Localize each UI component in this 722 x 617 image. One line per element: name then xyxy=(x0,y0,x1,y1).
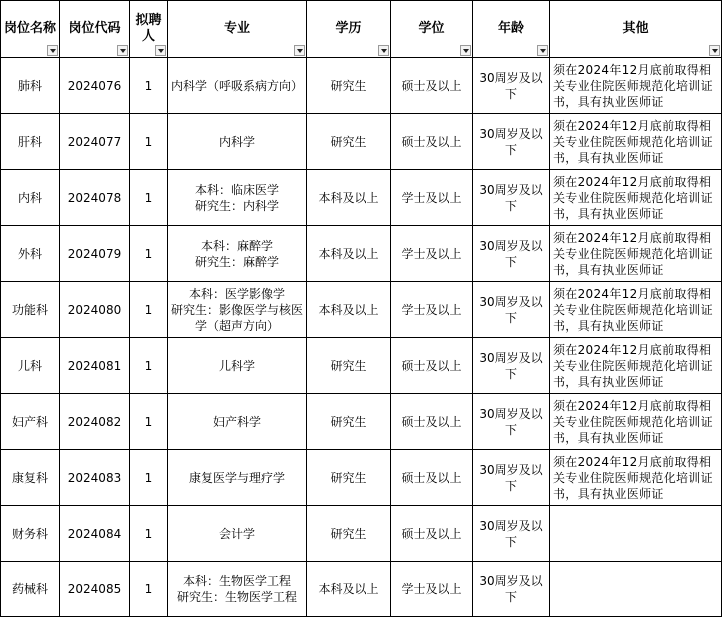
header-cell-name xyxy=(1,1,60,58)
cell-major: 儿科学 xyxy=(168,338,307,394)
cell-hire-count: 1 xyxy=(130,226,168,282)
filter-dropdown-icon[interactable] xyxy=(294,45,305,56)
cell-age: 30周岁及以下 xyxy=(473,394,550,450)
cell-education: 研究生 xyxy=(307,450,391,506)
table-row xyxy=(1,338,722,394)
cell-hire-count: 1 xyxy=(130,114,168,170)
filter-dropdown-icon[interactable] xyxy=(378,45,389,56)
cell-age: 30周岁及以下 xyxy=(473,506,550,562)
cell-other-requirements: 须在2024年12月底前取得相关专业住院医师规范化培训证书，具有执业医师证 xyxy=(550,282,722,338)
cell-other-requirements: 须在2024年12月底前取得相关专业住院医师规范化培训证书，具有执业医师证 xyxy=(550,450,722,506)
filter-dropdown-icon[interactable] xyxy=(47,45,58,56)
cell-other-requirements: 须在2024年12月底前取得相关专业住院医师规范化培训证书，具有执业医师证 xyxy=(550,338,722,394)
header-label: 岗位代码 xyxy=(68,21,121,36)
filter-dropdown-icon[interactable] xyxy=(537,45,548,56)
cell-age: 30周岁及以下 xyxy=(473,282,550,338)
cell-education: 研究生 xyxy=(307,58,391,114)
filter-dropdown-icon[interactable] xyxy=(460,45,471,56)
header-cell-education xyxy=(307,1,391,58)
cell-degree: 硕士及以上 xyxy=(391,394,473,450)
filter-dropdown-icon[interactable] xyxy=(117,45,128,56)
cell-position-name: 肝科 xyxy=(1,114,60,170)
cell-position-code: 2024082 xyxy=(60,394,130,450)
cell-degree: 硕士及以上 xyxy=(391,58,473,114)
header-row xyxy=(1,1,722,58)
cell-degree: 学士及以上 xyxy=(391,282,473,338)
cell-position-code: 2024078 xyxy=(60,170,130,226)
cell-degree: 硕士及以上 xyxy=(391,114,473,170)
cell-age: 30周岁及以下 xyxy=(473,338,550,394)
header-cell-major xyxy=(168,1,307,58)
cell-degree: 学士及以上 xyxy=(391,562,473,617)
cell-hire-count: 1 xyxy=(130,58,168,114)
cell-position-code: 2024077 xyxy=(60,114,130,170)
cell-hire-count: 1 xyxy=(130,338,168,394)
cell-education: 研究生 xyxy=(307,506,391,562)
table-row xyxy=(1,170,722,226)
cell-major: 妇产科学 xyxy=(168,394,307,450)
header-label: 年龄 xyxy=(497,21,524,36)
cell-major: 本科：生物医学工程 研究生：生物医学工程 xyxy=(168,562,307,617)
header-label: 学历 xyxy=(335,21,362,36)
cell-position-code: 2024084 xyxy=(60,506,130,562)
cell-position-name: 药械科 xyxy=(1,562,60,617)
table-row xyxy=(1,394,722,450)
cell-major: 康复医学与理疗学 xyxy=(168,450,307,506)
cell-other-requirements: 须在2024年12月底前取得相关专业住院医师规范化培训证书，具有执业医师证 xyxy=(550,114,722,170)
header-cell-code xyxy=(60,1,130,58)
cell-major: 本科：麻醉学 研究生：麻醉学 xyxy=(168,226,307,282)
cell-hire-count: 1 xyxy=(130,562,168,617)
cell-hire-count: 1 xyxy=(130,170,168,226)
table-row xyxy=(1,562,722,617)
cell-age: 30周岁及以下 xyxy=(473,450,550,506)
cell-hire-count: 1 xyxy=(130,450,168,506)
cell-position-name: 财务科 xyxy=(1,506,60,562)
cell-education: 研究生 xyxy=(307,394,391,450)
cell-position-name: 儿科 xyxy=(1,338,60,394)
cell-other-requirements: 须在2024年12月底前取得相关专业住院医师规范化培训证书，具有执业医师证 xyxy=(550,226,722,282)
cell-age: 30周岁及以下 xyxy=(473,562,550,617)
header-cell-other xyxy=(550,1,722,58)
cell-degree: 学士及以上 xyxy=(391,170,473,226)
filter-dropdown-icon[interactable] xyxy=(155,45,166,56)
cell-position-code: 2024081 xyxy=(60,338,130,394)
table-row xyxy=(1,226,722,282)
cell-age: 30周岁及以下 xyxy=(473,226,550,282)
cell-age: 30周岁及以下 xyxy=(473,170,550,226)
header-label: 拟聘人 xyxy=(135,13,162,44)
cell-major: 本科：临床医学 研究生：内科学 xyxy=(168,170,307,226)
cell-education: 本科及以上 xyxy=(307,226,391,282)
cell-education: 本科及以上 xyxy=(307,282,391,338)
cell-hire-count: 1 xyxy=(130,506,168,562)
cell-degree: 硕士及以上 xyxy=(391,338,473,394)
header-cell-count xyxy=(130,1,168,58)
cell-major: 内科学（呼吸系病方向） xyxy=(168,58,307,114)
cell-position-name: 康复科 xyxy=(1,450,60,506)
cell-other-requirements xyxy=(550,506,722,562)
cell-position-name: 内科 xyxy=(1,170,60,226)
cell-major: 内科学 xyxy=(168,114,307,170)
cell-other-requirements: 须在2024年12月底前取得相关专业住院医师规范化培训证书，具有执业医师证 xyxy=(550,58,722,114)
cell-hire-count: 1 xyxy=(130,394,168,450)
cell-hire-count: 1 xyxy=(130,282,168,338)
cell-position-name: 肺科 xyxy=(1,58,60,114)
cell-education: 研究生 xyxy=(307,338,391,394)
cell-degree: 硕士及以上 xyxy=(391,506,473,562)
header-label: 岗位名称 xyxy=(3,21,56,36)
cell-other-requirements: 须在2024年12月底前取得相关专业住院医师规范化培训证书，具有执业医师证 xyxy=(550,394,722,450)
cell-position-code: 2024080 xyxy=(60,282,130,338)
header-label: 其他 xyxy=(622,21,649,36)
table-row xyxy=(1,58,722,114)
header-label: 专业 xyxy=(223,21,250,36)
cell-education: 研究生 xyxy=(307,114,391,170)
cell-other-requirements: 须在2024年12月底前取得相关专业住院医师规范化培训证书，具有执业医师证 xyxy=(550,170,722,226)
cell-position-code: 2024079 xyxy=(60,226,130,282)
cell-degree: 学士及以上 xyxy=(391,226,473,282)
cell-degree: 硕士及以上 xyxy=(391,450,473,506)
cell-position-code: 2024085 xyxy=(60,562,130,617)
cell-major: 会计学 xyxy=(168,506,307,562)
cell-position-name: 功能科 xyxy=(1,282,60,338)
cell-age: 30周岁及以下 xyxy=(473,58,550,114)
table-row xyxy=(1,114,722,170)
cell-education: 本科及以上 xyxy=(307,562,391,617)
cell-position-code: 2024083 xyxy=(60,450,130,506)
cell-major: 本科：医学影像学 研究生：影像医学与核医学（超声方向） xyxy=(168,282,307,338)
cell-education: 本科及以上 xyxy=(307,170,391,226)
cell-position-name: 外科 xyxy=(1,226,60,282)
table-row xyxy=(1,282,722,338)
cell-age: 30周岁及以下 xyxy=(473,114,550,170)
cell-other-requirements xyxy=(550,562,722,617)
cell-position-name: 妇产科 xyxy=(1,394,60,450)
table-row xyxy=(1,450,722,506)
header-cell-age xyxy=(473,1,550,58)
cell-position-code: 2024076 xyxy=(60,58,130,114)
table-row xyxy=(1,506,722,562)
header-label: 学位 xyxy=(418,21,445,36)
filter-dropdown-icon[interactable] xyxy=(709,45,720,56)
header-cell-degree xyxy=(391,1,473,58)
